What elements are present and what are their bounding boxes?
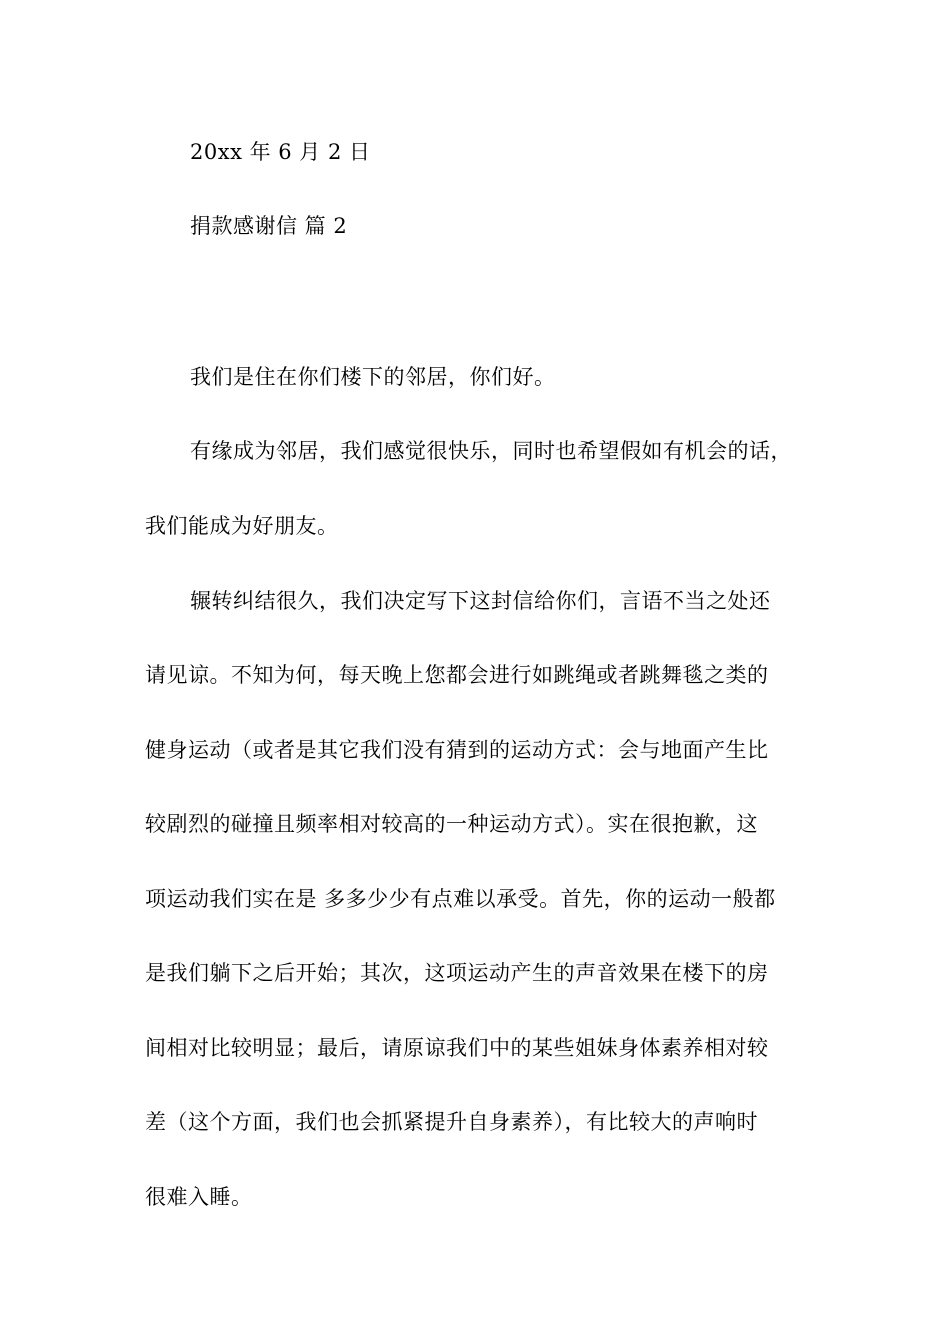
paragraph-1-line-2: 我们能成为好朋友。: [145, 514, 339, 538]
greeting-line: 我们是住在你们楼下的邻居，你们好。: [190, 365, 556, 389]
paragraph-2-line-4: 较剧烈的碰撞且频率相对较高的一种运动方式）。实在很抱歉，这: [145, 812, 758, 836]
letter-date: 20xx 年 6 月 2 日: [190, 140, 371, 164]
paragraph-2-line-3: 健身运动（或者是其它我们没有猜到的运动方式：会与地面产生比: [145, 738, 769, 762]
paragraph-2-line-1: 辗转纠结很久，我们决定写下这封信给你们，言语不当之处还: [190, 589, 771, 613]
paragraph-2-line-7: 间相对比较明显；最后，请原谅我们中的某些姐妹身体素养相对较: [145, 1036, 769, 1060]
paragraph-1-line-1: 有缘成为邻居，我们感觉很快乐，同时也希望假如有机会的话，: [190, 439, 792, 463]
paragraph-2-line-6: 是我们躺下之后开始；其次，这项运动产生的声音效果在楼下的房: [145, 961, 769, 985]
paragraph-2-line-5: 项运动我们实在是 多多少少有点难以承受。首先，你的运动一般都: [145, 887, 776, 911]
paragraph-2-line-8: 差（这个方面，我们也会抓紧提升自身素养），有比较大的声响时: [145, 1110, 758, 1134]
paragraph-2-line-2: 请见谅。不知为何，每天晚上您都会进行如跳绳或者跳舞毯之类的: [145, 663, 769, 687]
letter-title: 捐款感谢信 篇 2: [190, 214, 348, 238]
paragraph-2-line-9: 很难入睡。: [145, 1185, 253, 1209]
